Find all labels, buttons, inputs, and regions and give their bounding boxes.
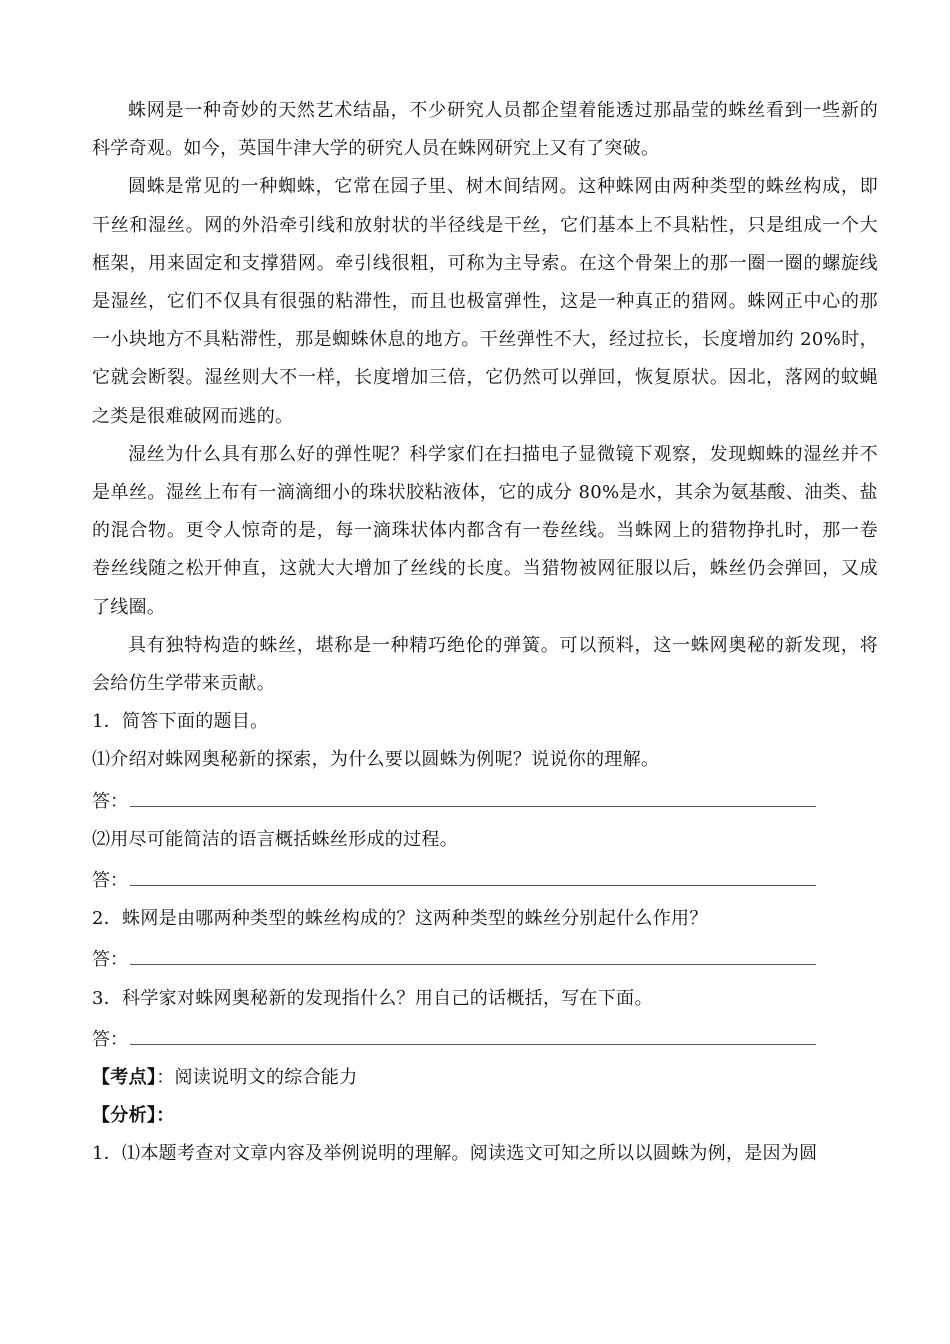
question-2: 2．蛛网是由哪两种类型的蛛丝构成的？这两种类型的蛛丝分别起什么作用？ xyxy=(92,908,708,930)
passage-paragraph-4: 具有独特构造的蛛丝，堪称是一种精巧绝伦的弹簧。可以预料，这一蛛网奥秘的新发现，将会给仿生学带来贡献。 xyxy=(92,634,878,695)
answer-row-1-2 xyxy=(92,859,878,900)
answer-blank[interactable] xyxy=(130,780,816,807)
fenxi-line xyxy=(92,1097,878,1135)
passage-paragraph-2: 圆蛛是常见的一种蜘蛛，它常在园子里、树木间结网。这种蛛网由两种类型的蛛丝构成，即干丝和湿丝。网的外沿牵引线和放射状的半径线是干丝，它们基本上不具粘性，只是组成一个大框架，用来固定和支撑猎网。牵引线很粗，可称为主导索。在这个骨架上的那一圈一圈的螺旋线是湿丝，它们不仅具有很强的粘滞性，而且也极富弹性，这是一种真正的猎网。蛛网正中心的那一小块地方不具粘滞性，那是蜘蛛休息的地方。干丝弹性不大，经过拉长，长度增加约 20%时，它就会断裂。湿丝则大不一样，长度增加三倍，它仍然可以弹回，恢复原状。因北，落网的蚊蝇之类是很难破网而逃的。 xyxy=(92,176,878,427)
answer-blank[interactable] xyxy=(130,938,816,965)
analysis-answer-1: 1．⑴本题考查对文章内容及举例说明的理解。阅读选文可知之所以以圆蛛为例，是因为圆 xyxy=(92,1143,818,1165)
answer-row-3 xyxy=(92,1018,878,1059)
answer-blank[interactable] xyxy=(130,859,816,886)
answer-label: 答： xyxy=(92,790,128,812)
question-1-1: ⑴介绍对蛛网奥秘新的探索，为什么要以圆蛛为例呢？说说你的理解。 xyxy=(92,749,660,771)
kaodian-label: 【考点】 xyxy=(92,1067,157,1089)
answer-row-1-1 xyxy=(92,780,878,821)
kaodian-line xyxy=(92,1059,878,1097)
answer-label: 答： xyxy=(92,949,128,971)
answer-label: 答： xyxy=(92,1028,128,1050)
question-1: 1．简答下面的题目。 xyxy=(92,711,269,733)
fenxi-colon: ： xyxy=(156,1105,175,1127)
kaodian-text: ：阅读说明文的综合能力 xyxy=(156,1067,358,1089)
answer-row-2 xyxy=(92,938,878,979)
answer-label: 答： xyxy=(92,870,128,892)
fenxi-label: 【分析】 xyxy=(92,1105,157,1127)
passage-paragraph-3: 湿丝为什么具有那么好的弹性呢？科学家们在扫描电子显微镜下观察，发现蜘蛛的湿丝并不是单丝。湿丝上布有一滴滴细小的珠状胶粘液体，它的成分 80%是水，其余为氨基酸、油类、盐的混合物。更令人惊奇的是，每一滴珠状体内都含有一卷丝线。当蛛网上的猎物挣扎时，那一卷卷丝线随之松开伸直，这就大大增加了丝线的长度。当猎物被网征服以后，蛛丝仍会弹回，又成了线圈。 xyxy=(92,443,878,618)
passage-paragraph-1: 蛛网是一种奇妙的天然艺术结晶，不少研究人员都企望着能透过那晶莹的蛛丝看到一些新的科学奇观。如今，英国牛津大学的研究人员在蛛网研究上又有了突破。 xyxy=(92,100,878,160)
document-page xyxy=(92,92,878,1174)
question-1-2: ⑵用尽可能简洁的语言概括蛛丝形成的过程。 xyxy=(92,828,458,850)
answer-blank[interactable] xyxy=(130,1018,816,1045)
question-3: 3．科学家对蛛网奥秘新的发现指什么？用自己的话概括，写在下面。 xyxy=(92,987,653,1009)
